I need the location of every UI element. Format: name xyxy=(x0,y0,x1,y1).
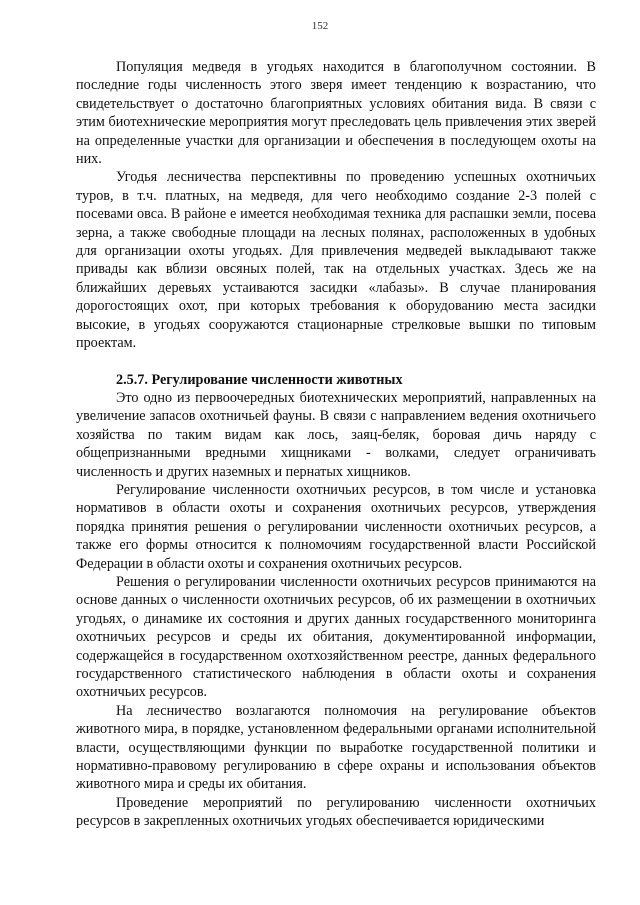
paragraph-regulation-measures: Проведение мероприятий по регулированию численности охотничьих ресурсов в закрепленных охотничьих угодьях обеспечивается юридическими xyxy=(76,794,596,830)
paragraph-forestry-powers: На лесничество возлагаются полномочия на регулирование объектов животного мира, в порядке, установленном федеральными органами исполнительной власти, осуществляющими функции по выработке государственной политики и нормативно-правовому регулированию в сфере охраны и использования объектов животного мира и среды их обитания. xyxy=(76,702,596,793)
section-heading: 2.5.7. Регулирование численности животных xyxy=(116,371,403,388)
paragraph-regulation-authority: Регулирование численности охотничьих ресурсов, в том числе и установка нормативов в области охоты и сохранения охотничьих ресурсов, утверждения порядка принятия решения о регулировании численности охотничьих ресурсов, а также его формы относится к полномочиям государственной власти Российской Федерации в области охоты и сохранения охотничьих ресурсов. xyxy=(76,481,596,572)
paragraph-predator-control: Это одно из первоочередных биотехнических мероприятий, направленных на увеличение запасов охотничьей фауны. В связи с направлением ведения охотничьего хозяйства по таким видам как лось, заяц-беляк, боровая дичь наряду с общепризнанными вредными хищниками - волками, следует ограничивать численность и других наземных и пернатых хищников. xyxy=(76,389,596,480)
paragraph-bear-hunting-tours: Угодья лесничества перспективны по проведению успешных охотничьих туров, в т.ч. платных, на медведя, для чего необходимо создание 2-3 полей с посевами овса. В районе е имеется необходимая техника для распашки земли, посева зерна, а также свободные площади на лесных полянах, расположенных в удобных для организации охоты угодьях. Для привлечения медведей выкладывают также привады как вблизи овсяных полей, так на отдельных участках. Здесь же на ближайших деревьях устаиваются засидки «лабазы». В случае планирования дорогостоящих охот, при которых требования к оборудованию места засидки высокие, в угодьях сооружаются стационарные стрелковые вышки по типовым проектам. xyxy=(76,169,596,352)
document-body xyxy=(76,58,596,831)
paragraph-bear-population: Популяция медведя в угодьях находится в благополучном состоянии. В последние годы численность этого зверя имеет тенденцию к возрастанию, что свидетельствует о достаточно благоприятных условиях обитания вида. В связи с этим биотехнические мероприятия могут преследовать цель привлечения этих зверей на определенные участки для организации и обеспечения в последующем охоты на них. xyxy=(76,59,596,168)
page-number: 152 xyxy=(311,20,329,32)
paragraph-regulation-decisions: Решения о регулировании численности охотничьих ресурсов принимаются на основе данных о численности охотничьих ресурсов, об их размещении в охотничьих угодьях, о динамике их состояния и других данных государственного мониторинга охотничьих ресурсов и среды их обитания, документированной информации, содержащейся в государственном охотхозяйственном реестре, данных федерального государственного статистического наблюдения в области охоты и сохранения охотничьих ресурсов. xyxy=(76,573,596,701)
